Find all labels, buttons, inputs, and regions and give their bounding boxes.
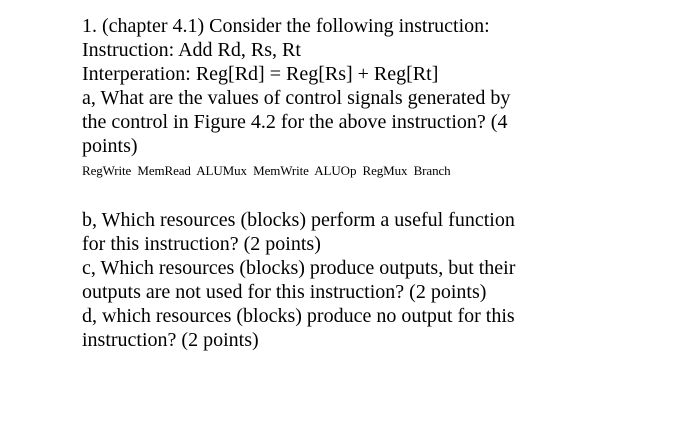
question-title: 1. (chapter 4.1) Consider the following instruction:: [82, 15, 490, 37]
signal-regwrite: RegWrite: [82, 163, 132, 178]
part-a-line-1: a, What are the values of control signals generated by: [82, 87, 511, 109]
signal-memwrite: MemWrite: [253, 163, 309, 178]
question-document: [82, 14, 682, 352]
part-a-line-3: points): [82, 135, 138, 157]
spacer: [82, 180, 682, 208]
part-c-line-1: c, Which resources (blocks) produce outputs, but their: [82, 257, 516, 279]
signal-regmux: RegMux: [362, 163, 408, 178]
part-a-line-2: the control in Figure 4.2 for the above instruction? (4: [82, 111, 508, 133]
instruction-line: Instruction: Add Rd, Rs, Rt: [82, 39, 301, 61]
signal-branch: Branch: [413, 163, 451, 178]
part-b-line-2: for this instruction? (2 points): [82, 233, 321, 255]
part-d-line-2: instruction? (2 points): [82, 329, 259, 351]
signal-alumux: ALUMux: [196, 163, 247, 178]
signal-memread: MemRead: [137, 163, 191, 178]
part-b-line-1: b, Which resources (blocks) perform a useful function: [82, 209, 515, 231]
control-signal-list: [82, 162, 682, 180]
part-c-line-2: outputs are not used for this instruction? (2 points): [82, 281, 487, 303]
interpretation-line: Interperation: Reg[Rd] = Reg[Rs] + Reg[Rt]: [82, 63, 439, 85]
signal-aluop: ALUOp: [314, 163, 357, 178]
part-d-line-1: d, which resources (blocks) produce no output for this: [82, 305, 515, 327]
